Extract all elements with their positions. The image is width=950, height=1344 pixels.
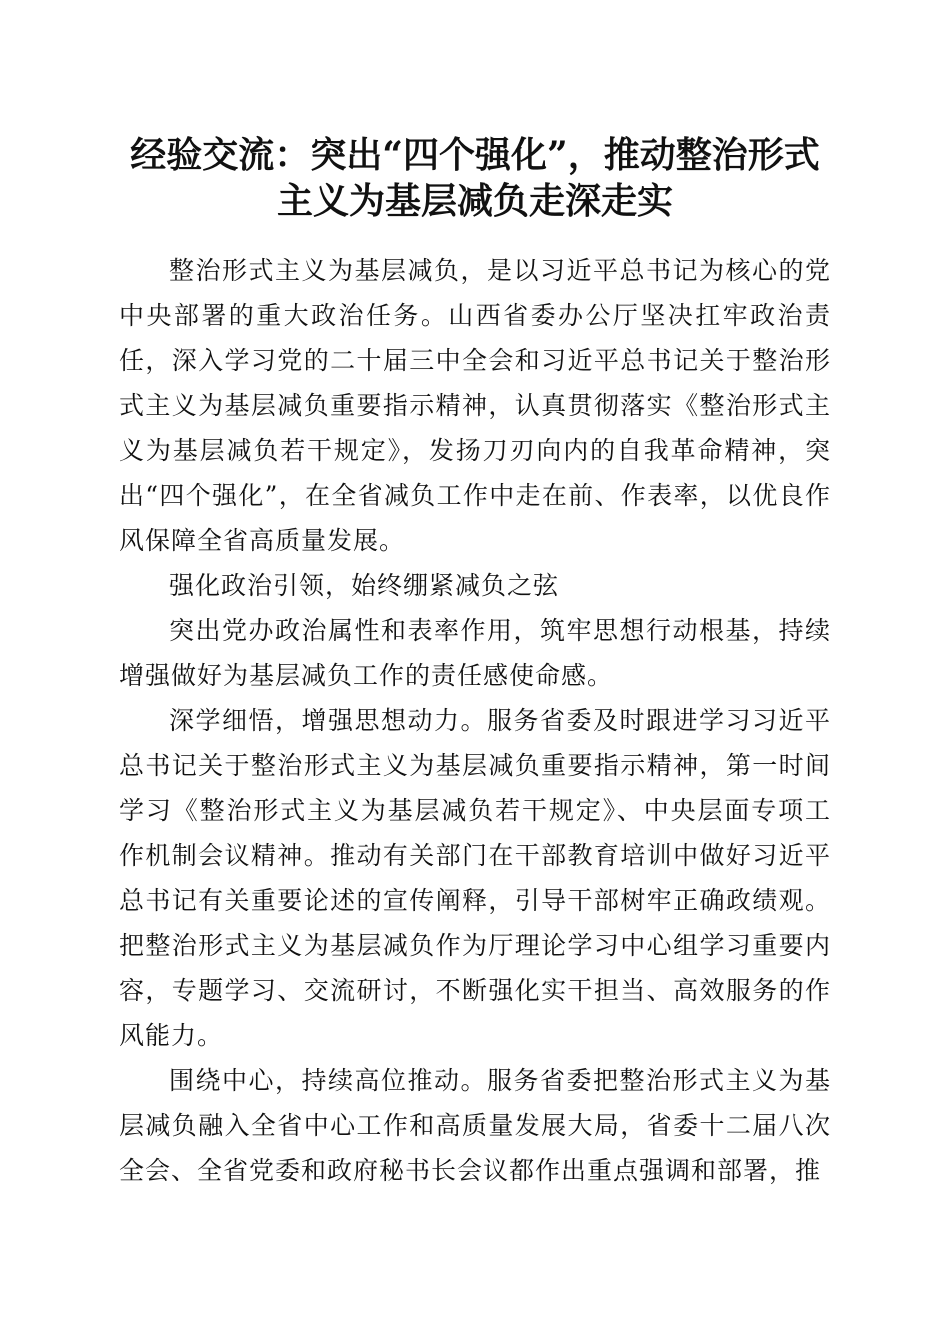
paragraph-study: 深学细悟，增强思想动力。服务省委及时跟进学习习近平总书记关于整治形式主义为基层减负重要指示精神，第一时间学习《整治形式主义为基层减负若干规定》、中央层面专项工作机制会议精神。推动有关部门在干部教育培训中做好习近平总书记有关重要论述的宣传阐释，引导干部树牢正确政绩观。把整治形式主义为基层减负作为厅理论学习中心组学习重要内容，专题学习、交流研讨，不断强化实干担当、高效服务的作风能力。 bbox=[119, 706, 831, 1050]
paragraph-section-lead: 突出党办政治属性和表率作用，筑牢思想行动根基，持续增强做好为基层减负工作的责任感使命感。 bbox=[119, 616, 831, 690]
document-title bbox=[100, 132, 850, 224]
section-heading: 强化政治引领，始终绷紧减负之弦 bbox=[169, 571, 560, 600]
title-line-2: 主义为基层减负走深走实 bbox=[276, 180, 673, 222]
paragraph-promote: 围绕中心，持续高位推动。服务省委把整治形式主义为基层减负融入全省中心工作和高质量发展大局，省委十二届八次全会、全省党委和政府秘书长会议都作出重点强调和部署，推 bbox=[119, 1066, 831, 1185]
title-line-1: 经验交流：突出“四个强化”，推动整治形式 bbox=[130, 134, 820, 176]
paragraph-intro: 整治形式主义为基层减负，是以习近平总书记为核心的党中央部署的重大政治任务。山西省委办公厅坚决扛牢政治责任，深入学习党的二十届三中全会和习近平总书记关于整治形式主义为基层减负重要指示精神，认真贯彻落实《整治形式主义为基层减负若干规定》，发扬刀刃向内的自我革命精神，突出“四个强化”，在全省减负工作中走在前、作表率，以优良作风保障全省高质量发展。 bbox=[119, 256, 831, 555]
document-body bbox=[119, 248, 831, 1193]
